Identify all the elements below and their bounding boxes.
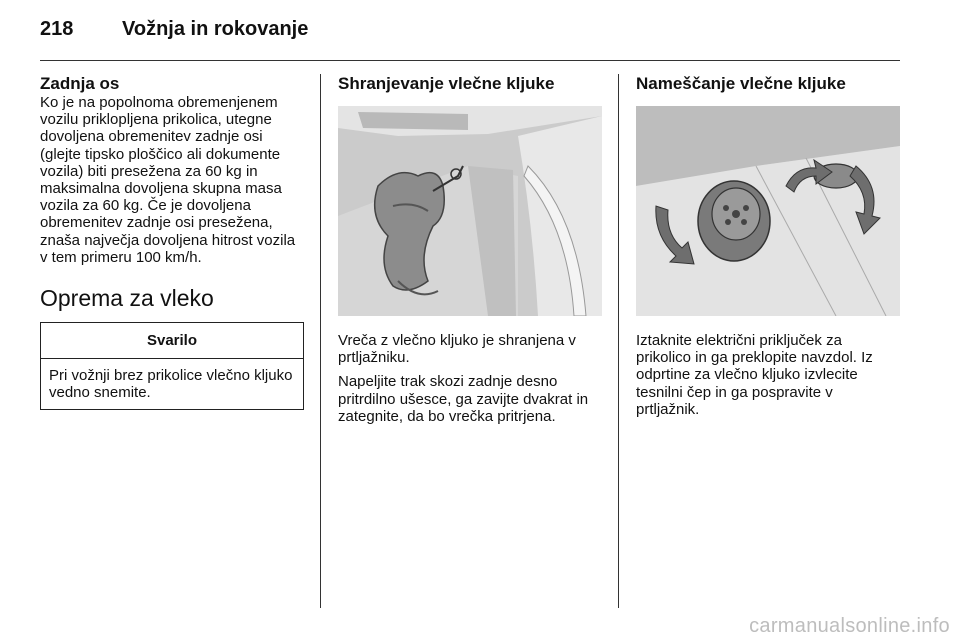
warning-text: Pri vožnji brez prikolice vlečno kljuko vedno snemite. (49, 367, 293, 402)
column-2 (338, 74, 602, 425)
rear-axle-heading: Zadnja os (40, 74, 120, 93)
storage-heading: Shranjevanje vlečne kljuke (338, 74, 555, 93)
storage-paragraph-2: Napeljite trak skozi zadnje desno pritrdilno ušesce, ga zavijte dvakrat in zategnite, da bo vrečka pritrjena. (338, 373, 589, 425)
warning-title: Svarilo (41, 323, 303, 359)
column-1 (40, 74, 304, 410)
section-title: Vožnja in rokovanje (122, 18, 309, 40)
page-number: 218 (40, 18, 74, 40)
trailer-socket-folding-illustration (636, 106, 900, 316)
tow-bar-bag-in-trunk-illustration (338, 106, 602, 316)
column-divider-2 (618, 74, 619, 608)
towing-equipment-heading: Oprema za vleko (40, 285, 214, 312)
page-header (40, 18, 900, 48)
storage-paragraph-1: Vreča z vlečno kljuko je shranjena v prtljažniku. (338, 332, 576, 367)
installation-heading: Nameščanje vlečne kljuke (636, 74, 846, 93)
watermark: carmanualsonline.info (749, 615, 950, 637)
rear-axle-paragraph: Ko je na popolnoma obremenjenem vozilu priklopljena prikolica, utegne dovoljena obremenitev zadnje osi (glejte tipsko ploščico ali dokumente vozila) biti presežena za 60 kg in maksimalna dovoljena skupna masa vozila za 60 kg. Če je dovoljena obremenitev zadnje osi presežena, znaša največja dovoljena hitrost vozila v tem primeru 100 km/h. (40, 94, 296, 266)
column-3 (636, 74, 900, 418)
column-divider-1 (320, 74, 321, 608)
warning-box (40, 322, 304, 410)
header-divider (40, 60, 900, 61)
installation-paragraph: Iztaknite električni priključek za prikolico in ga preklopite navzdol. Iz odprtine za vlečno kljuko izvlecite tesnilni čep in ga pospravite v prtljažnik. (636, 332, 873, 418)
